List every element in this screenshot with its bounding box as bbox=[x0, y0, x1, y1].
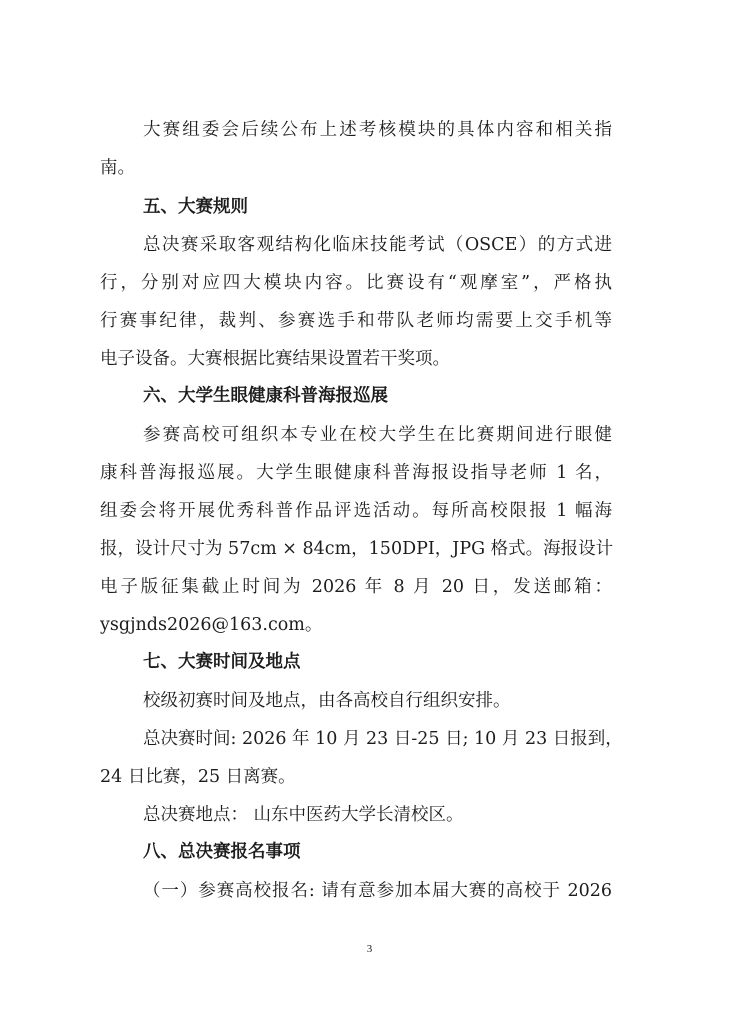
paragraph-line: 总决赛采取客观结构化临床技能考试（OSCE）的方式进 bbox=[143, 235, 612, 255]
section-heading-registration: 八、总决赛报名事项 bbox=[143, 842, 301, 862]
paragraph-line: 报，设计尺寸为 57cm × 84cm，150DPI，JPG 格式。海报设计 bbox=[100, 539, 614, 559]
paragraph-line: 南。 bbox=[100, 158, 135, 178]
paragraph-line: 24 日比赛，25 日离赛。 bbox=[100, 767, 296, 787]
paragraph-line: 行赛事纪律，裁判、参赛选手和带队老师均需要上交手机等 bbox=[100, 311, 612, 331]
paragraph-line: 大赛组委会后续公布上述考核模块的具体内容和相关指 bbox=[143, 120, 612, 140]
section-heading-rules: 五、大赛规则 bbox=[143, 197, 248, 217]
paragraph-line: 总决赛时间: 2026 年 10 月 23 日-25 日; 10 月 23 日报到， bbox=[143, 729, 623, 749]
paragraph-line: 康科普海报巡展。大学生眼健康科普海报设指导老师 1 名， bbox=[100, 463, 612, 483]
paragraph-line: 组委会将开展优秀科普作品评选活动。每所高校限报 1 幅海 bbox=[100, 501, 612, 521]
paragraph-line: 总决赛地点： 山东中医药大学长清校区。 bbox=[143, 805, 464, 825]
paragraph-line: 电子设备。大赛根据比赛结果设置若干奖项。 bbox=[100, 349, 450, 369]
paragraph-line: 电子版征集截止时间为 2026 年 8 月 20 日，发送邮箱： bbox=[100, 577, 612, 597]
section-heading-poster: 六、大学生眼健康科普海报巡展 bbox=[143, 386, 388, 406]
email-address: ysgjnds2026@163.com。 bbox=[100, 615, 323, 635]
paragraph-line: 参赛高校可组织本专业在校大学生在比赛期间进行眼健 bbox=[143, 425, 612, 445]
paragraph-line: 校级初赛时间及地点，由各高校自行组织安排。 bbox=[143, 691, 511, 711]
section-heading-time-place: 七、大赛时间及地点 bbox=[143, 652, 301, 672]
paragraph-line: （一）参赛高校报名: 请有意参加本届大赛的高校于 2026 bbox=[143, 881, 612, 901]
page-number: 3 bbox=[366, 943, 373, 955]
paragraph-line: 行，分别对应四大模块内容。比赛设有“观摩室”，严格执 bbox=[100, 273, 612, 293]
